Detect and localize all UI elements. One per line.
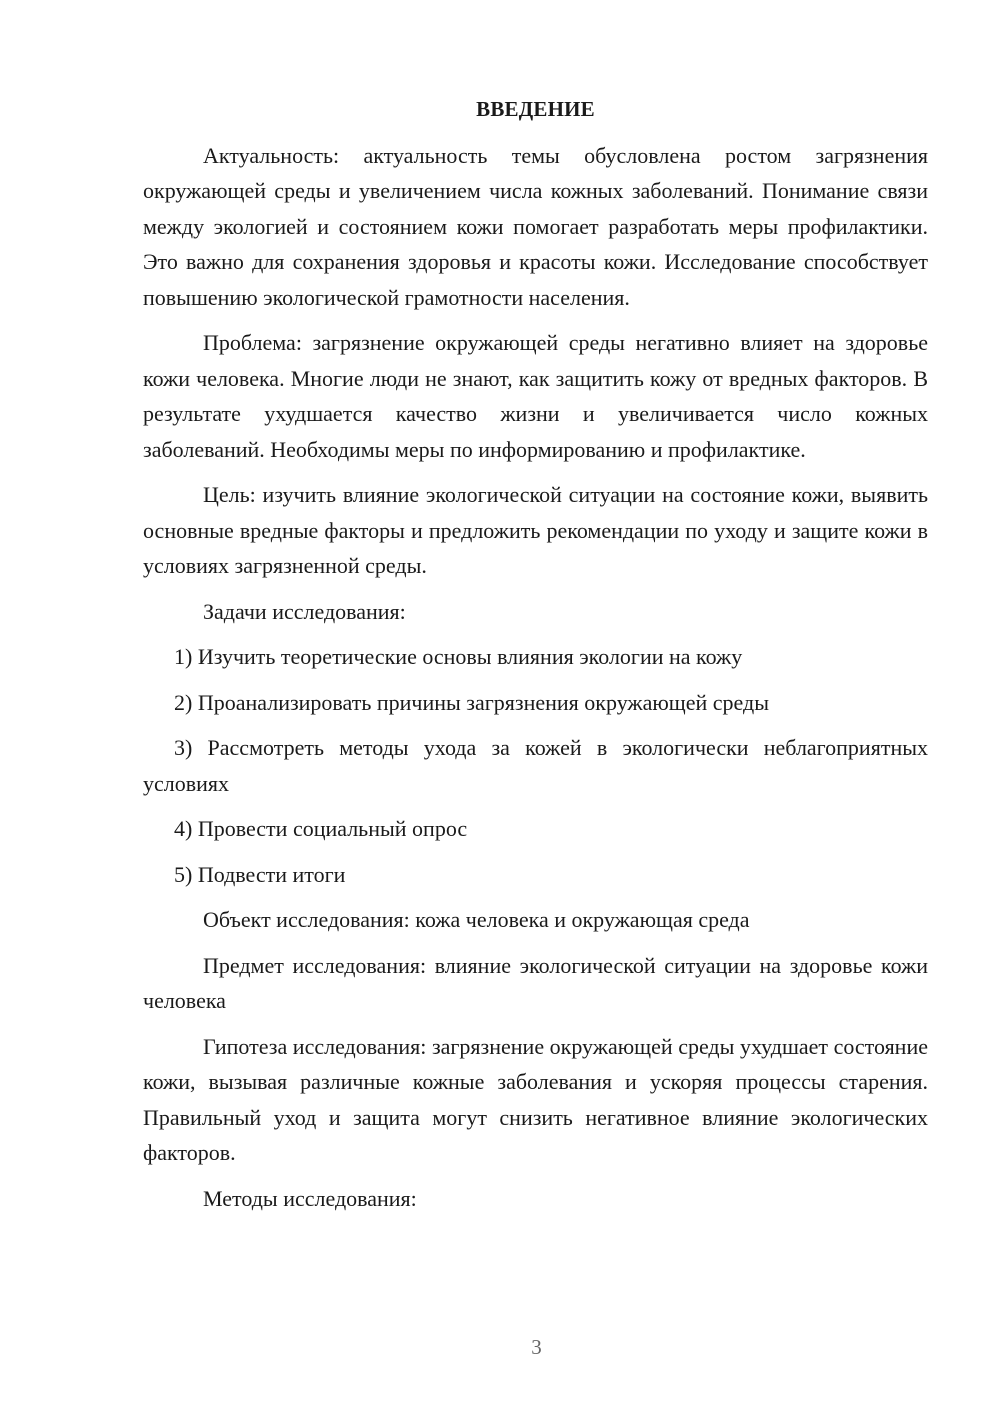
task-item-5: 5) Подвести итоги <box>174 861 346 887</box>
paragraph-goal: Цель: изучить влияние экологической ситуации на состояние кожи, выявить основные вредные факторы и предложить рекомендации по уходу и защите кожи в условиях загрязненной среды. <box>143 482 928 578</box>
methods-heading: Методы исследования: <box>203 1185 417 1211</box>
page-number: 3 <box>531 1335 542 1359</box>
task-item-2: 2) Проанализировать причины загрязнения окружающей среды <box>174 689 769 715</box>
task-item-3: 3) Рассмотреть методы ухода за кожей в экологически неблагоприятных условиях <box>143 735 928 796</box>
task-item-1: 1) Изучить теоретические основы влияния экологии на кожу <box>174 644 743 669</box>
paragraph-relevance: Актуальность: актуальность темы обусловлена ростом загрязнения окружающей среды и увеличением числа кожных заболеваний. Понимание связи между экологией и состоянием кожи помогает разработать меры профилактики. Это важно для сохранения здоровья и красоты кожи. Исследование способствует повышению экологической грамотности населения. <box>143 142 928 310</box>
page-title: ВВЕДЕНИЕ <box>476 97 595 121</box>
paragraph-problem: Проблема: загрязнение окружающей среды негативно влияет на здоровье кожи человека. Многие люди не знают, как защитить кожу от вредных факторов. В результате ухудшается качество жизни и увеличивается число кожных заболеваний. Необходимы меры по информированию и профилактике. <box>143 330 928 462</box>
paragraph-hypothesis: Гипотеза исследования: загрязнение окружающей среды ухудшает состояние кожи, вызывая различные кожные заболевания и ускоряя процессы старения. Правильный уход и защита могут снизить негативное влияние экологических факторов. <box>143 1033 928 1165</box>
task-item-4: 4) Провести социальный опрос <box>174 816 468 841</box>
paragraph-object: Объект исследования: кожа человека и окружающая среда <box>203 907 750 932</box>
paragraph-subject: Предмет исследования: влияние экологической ситуации на здоровье кожи человека <box>143 952 928 1013</box>
tasks-heading: Задачи исследования: <box>203 598 406 624</box>
document-body <box>143 92 928 1226</box>
